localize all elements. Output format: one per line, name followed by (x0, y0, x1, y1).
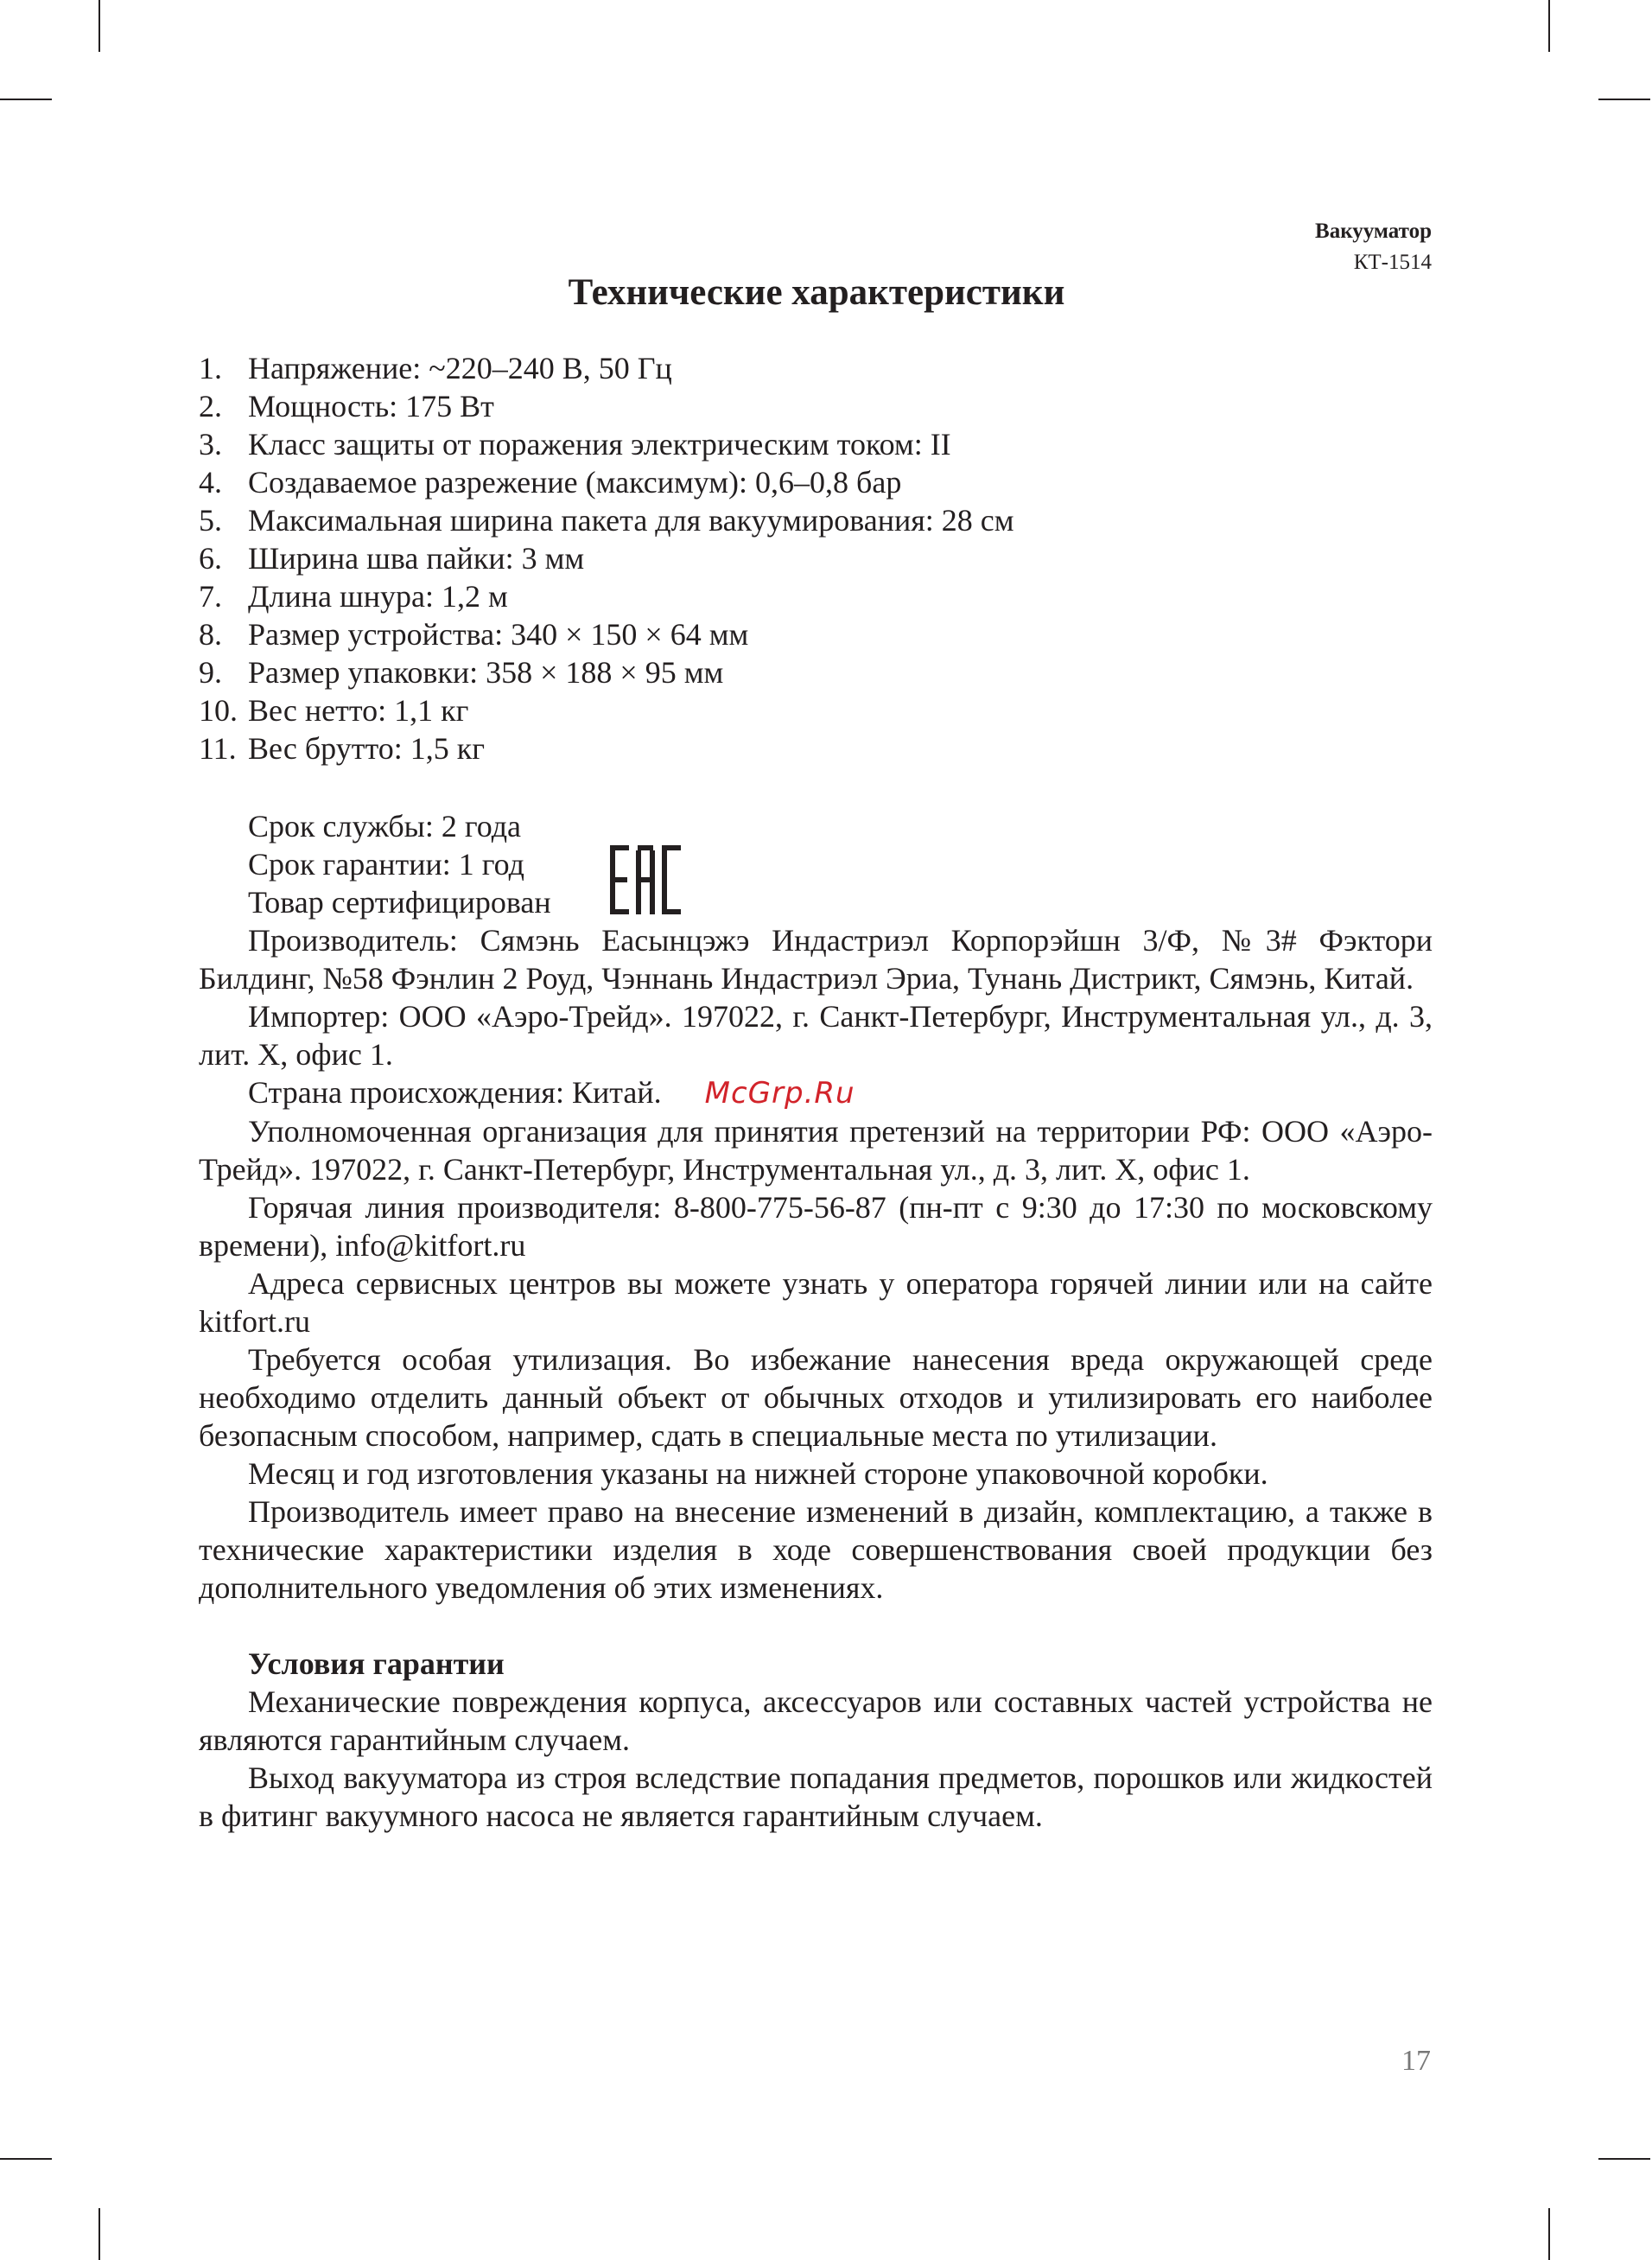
manufacturer-info: Производитель: Сямэнь Еасынцэжэ Индастриэл Корпорэйшн 3/Ф, №3# Фэктори Билдинг, №58 Фэнлин 2 Роуд, Чэннань Индастриэл Эриа, Тунань Дистрикт, Сямэнь, Китай. (199, 923, 1433, 996)
crop-mark-right-bottom (1598, 2158, 1650, 2160)
crop-mark-top-right (1548, 0, 1550, 52)
eac-icon (610, 845, 681, 914)
spec-item: 9. Размер упаковки: 358 × 188 × 95 мм (199, 655, 724, 690)
service-centers-info: Адреса сервисных центров вы можете узнать у оператора горячей линии или на сайте kitfort.ru (199, 1266, 1433, 1339)
manufacture-date-info: Месяц и год изготовления указаны на нижней стороне упаковочной коробки. (248, 1456, 1268, 1491)
spec-item: 4. Создаваемое разрежение (максимум): 0,6–0,8 бар (199, 465, 902, 500)
crop-mark-right-top (1598, 99, 1650, 100)
certified-note: Товар сертифицирован (248, 885, 551, 920)
warranty-heading: Условия гарантии (248, 1646, 505, 1681)
info-section (199, 807, 1433, 1835)
page-number: 17 (1401, 2045, 1431, 2077)
warranty-paragraph: Выход вакууматора из строя вследствие попадания предметов, порошков или жидкостей в фитинг вакуумного насоса не является гарантийным случаем. (199, 1760, 1433, 1833)
spec-item: 5. Максимальная ширина пакета для вакуумирования: 28 см (199, 503, 1014, 538)
service-life: Срок службы: 2 года (248, 809, 522, 844)
page-title: Технические характеристики (568, 272, 1065, 313)
spec-item: 10. Вес нетто: 1,1 кг (199, 693, 469, 728)
crop-mark-bottom-right (1548, 2208, 1550, 2260)
spec-item: 11. Вес брутто: 1,5 кг (199, 731, 485, 766)
spec-item: 8. Размер устройства: 340 × 150 × 64 мм (199, 617, 749, 652)
importer-info: Импортер: ООО «Аэро-Трейд». 197022, г. Санкт-Петербург, Инструментальная ул., д. 3, лит. Х, офис 1. (199, 999, 1433, 1072)
header-model: КТ-1514 (1353, 251, 1432, 274)
disposal-info: Требуется особая утилизация. Во избежание нанесения вреда окружающей среде необходимо отделить данный объект от обычных отходов и утилизировать его наиболее безопасным способом, например, сдать в специальные места по утилизации. (199, 1342, 1433, 1453)
country-of-origin: Страна происхождения: Китай. McGrp.Ru (248, 1075, 855, 1111)
specs-list (199, 349, 1014, 767)
watermark-text: McGrp.Ru (704, 1076, 855, 1111)
spec-item: 6. Ширина шва пайки: 3 мм (199, 541, 585, 576)
warranty-paragraph: Механические повреждения корпуса, аксессуаров или составных частей устройства не являются гарантийным случаем. (199, 1684, 1433, 1757)
crop-mark-top-left (98, 0, 100, 52)
spec-item: 3. Класс защиты от поражения электрическим током: II (199, 427, 951, 462)
section-spacer (199, 1607, 1433, 1645)
spec-item: 7. Длина шнура: 1,2 м (199, 579, 508, 614)
header-product-name: Вакууматор (1315, 220, 1432, 243)
spec-item: 1. Напряжение: ~220–240 В, 50 Гц (199, 351, 672, 385)
hotline-info: Горячая линия производителя: 8-800-775-56-87 (пн-пт с 9:30 до 17:30 по московскому времени), info@kitfort.ru (199, 1190, 1433, 1263)
crop-mark-left-bottom (0, 2158, 52, 2160)
crop-mark-bottom-left (98, 2208, 100, 2260)
warranty-period: Срок гарантии: 1 год (248, 847, 524, 882)
claims-organization: Уполномоченная организация для принятия претензий на территории РФ: ООО «Аэро-Трейд». 197022, г. Санкт-Петербург, Инструментальная ул., д. 3, лит. Х, офис 1. (199, 1114, 1433, 1187)
changes-notice: Производитель имеет право на внесение изменений в дизайн, комплектацию, а также в технические характеристики изделия в ходе совершенствования своей продукции без дополнительного уведомления об этих изменениях. (199, 1494, 1433, 1605)
spec-item: 2. Мощность: 175 Вт (199, 389, 494, 423)
crop-mark-left-top (0, 99, 52, 100)
